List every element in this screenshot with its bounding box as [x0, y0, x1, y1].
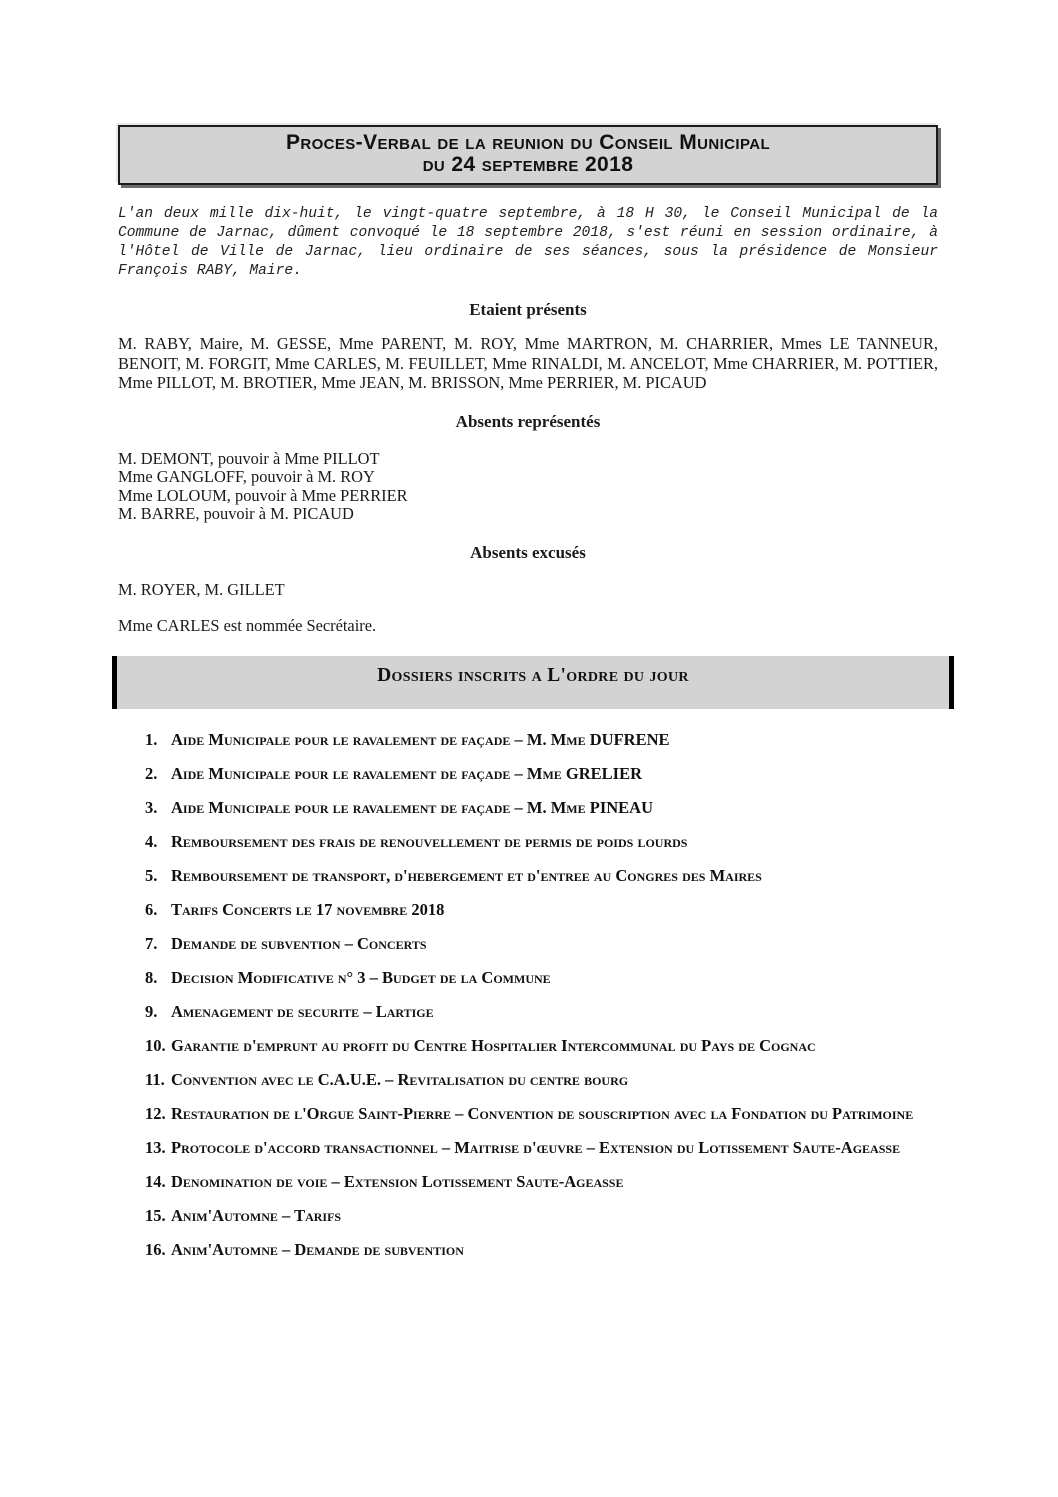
agenda-item-11: Convention avec le C.A.U.E. – Revitalisation du centre bourg: [171, 1069, 629, 1089]
represented-item: M. DEMONT, pouvoir à Mme PILLOT: [118, 448, 380, 468]
agenda-banner: [112, 656, 954, 709]
intro-paragraph: L'an deux mille dix-huit, le vingt-quatre septembre, à 18 H 30, le Conseil Municipal de la Commune de Jarnac, dûment convoqué le 18 septembre 2018, s'est réuni en session ordinaire, à l'Hôtel de Ville de Jarnac, lieu ordinaire de ses séances, sous la présidence de Monsieur François RABY, Maire.: [118, 206, 938, 279]
title-box: [118, 125, 938, 185]
agenda-item-13: Protocole d'accord transactionnel – Maitrise d'œuvre – Extension du Lotissement Saute-Ageasse: [171, 1137, 901, 1157]
agenda-item-3: Aide Municipale pour le ravalement de façade – M. Mme PINEAU: [171, 797, 653, 817]
excused-members-text: M. ROYER, M. GILLET: [118, 579, 285, 599]
document-title-line-1: Proces-Verbal de la reunion du Conseil Municipal: [285, 131, 771, 154]
agenda-item-5: Remboursement de transport, d'hebergement et d'entree au Congres des Maires: [171, 865, 762, 885]
agenda-list: [118, 723, 938, 1267]
represented-list: [118, 450, 938, 524]
secretary-note: Mme CARLES est nommée Secrétaire.: [118, 615, 377, 635]
agenda-item-4: Remboursement des frais de renouvellement de permis de poids lourds: [171, 831, 688, 851]
agenda-item-8: Decision Modificative n° 3 – Budget de la Commune: [171, 967, 551, 987]
heading-absent-represented: Absents représentés: [455, 411, 601, 431]
heading-absent-excused: Absents excusés: [470, 542, 586, 562]
agenda-item-12: Restauration de l'Orgue Saint-Pierre – Convention de souscription avec la Fondation du Patrimoine: [171, 1103, 914, 1123]
agenda-item-6: Tarifs Concerts le 17 novembre 2018: [171, 899, 445, 919]
agenda-item-16: Anim'Automne – Demande de subvention: [171, 1239, 464, 1259]
represented-item: Mme LOLOUM, pouvoir à Mme PERRIER: [118, 485, 408, 505]
agenda-item-14: Denomination de voie – Extension Lotissement Saute-Ageasse: [171, 1171, 624, 1191]
present-members-text: M. RABY, Maire, M. GESSE, Mme PARENT, M. ROY, Mme MARTRON, M. CHARRIER, Mmes LE TANNEUR, BENOIT, M. FORGIT, Mme CARLES, M. FEUILLET, Mme RINALDI, M. ANCELOT, Mme CHARRIER, M. POTTIER, Mme PILLOT, M. BROTIER, Mme JEAN, M. BRISSON, Mme PERRIER, M. PICAUD: [118, 334, 938, 392]
represented-item: M. BARRE, pouvoir à M. PICAUD: [118, 504, 354, 523]
agenda-item-1: Aide Municipale pour le ravalement de façade – M. Mme DUFRENE: [171, 729, 670, 749]
agenda-banner-label: Dossiers inscrits a L'ordre du jour: [377, 664, 689, 686]
agenda-item-2: Aide Municipale pour le ravalement de façade – Mme GRELIER: [171, 763, 643, 783]
content-column: [118, 0, 938, 1267]
agenda-item-10: Garantie d'emprunt au profit du Centre Hospitalier Intercommunal du Pays de Cognac: [171, 1035, 816, 1055]
agenda-item-15: Anim'Automne – Tarifs: [171, 1205, 342, 1225]
document-title-line-2: du 24 septembre 2018: [422, 153, 634, 176]
agenda-item-9: Amenagement de securite – Lartige: [171, 1001, 434, 1021]
heading-present: Etaient présents: [469, 300, 587, 319]
represented-item: Mme GANGLOFF, pouvoir à M. ROY: [118, 467, 375, 486]
agenda-item-7: Demande de subvention – Concerts: [171, 933, 427, 953]
